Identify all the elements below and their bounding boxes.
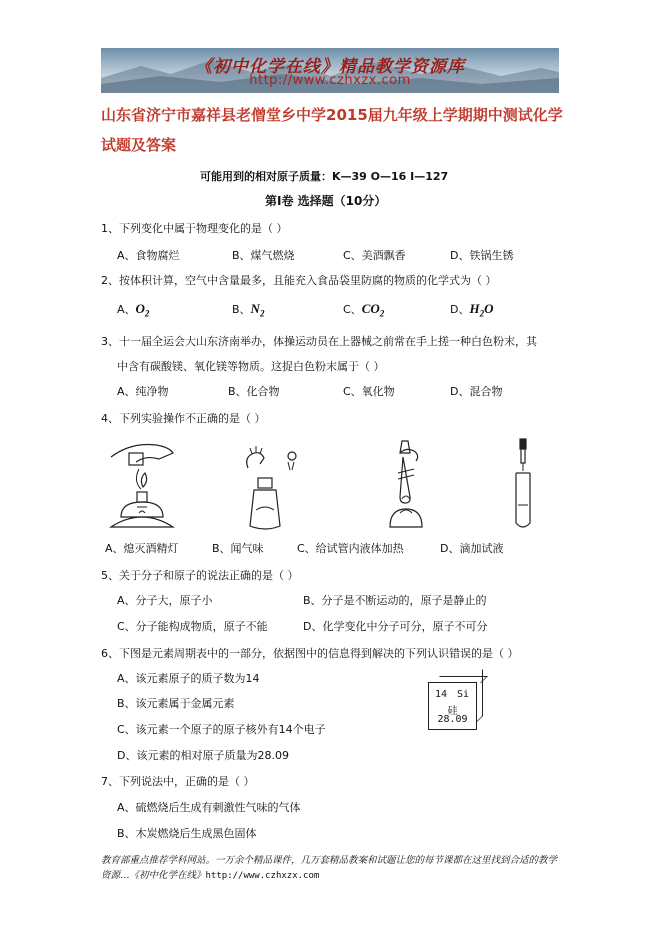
q2-a-symbol: O <box>135 301 145 316</box>
q7-option-a: A、硫燃烧后生成有刺激性气味的气体 <box>117 801 301 814</box>
q5-option-c: C、分子能构成物质，原子不能 <box>117 620 268 633</box>
q2-option-a-formula <box>135 301 150 319</box>
element-name: 硅 <box>447 706 458 717</box>
q3-option-c: C、氧化物 <box>343 385 395 398</box>
q1-option-b: B、煤气燃烧 <box>232 249 295 262</box>
footer-url[interactable]: http://www.czhxzx.com <box>205 871 320 881</box>
heat-test-tube-figure <box>380 437 440 532</box>
q6-option-d: D、该元素的相对原子质量为28.09 <box>117 749 289 762</box>
question-6-stem: 6、下图是元素周期表中的一部分，依据图中的信息得到解决的下列认识错误的是（ ） <box>101 647 519 660</box>
element-atomic-number: 14 <box>435 689 448 700</box>
q3-option-d: D、混合物 <box>450 385 503 398</box>
banner-url[interactable]: http://www.czhxzx.com <box>249 73 411 88</box>
question-7-stem: 7、下列说法中，正确的是（ ） <box>101 775 255 788</box>
periodic-element-card <box>428 682 477 730</box>
q2-a-subscript: 2 <box>144 308 150 319</box>
q2-b-symbol: N <box>250 301 260 316</box>
question-2-stem: 2、按体积计算，空气中含量最多，且能充入食品袋里防腐的物质的化学式为（ ） <box>101 274 497 287</box>
q3-option-a: A、纯净物 <box>117 385 169 398</box>
q2-d-symbol-2: O <box>484 301 494 316</box>
q2-c-symbol: CO <box>361 301 380 316</box>
q4-option-c: C、给试管内液体加热 <box>297 542 404 555</box>
q2-option-c-label: C、 <box>343 303 362 316</box>
q4-option-a: A、熄灭酒精灯 <box>105 542 179 555</box>
q2-option-b-label: B、 <box>232 303 251 316</box>
q1-option-c: C、美酒飘香 <box>343 249 406 262</box>
q3-option-b: B、化合物 <box>228 385 280 398</box>
q2-option-c-formula <box>361 301 385 319</box>
q2-option-d-formula <box>469 301 494 319</box>
q1-option-a: A、食物腐烂 <box>117 249 180 262</box>
footer-text: 教育部重点推荐学科网站。一万余个精品课件，几万套精品教案和试题让您的每节课都在这里找到合适的教学资源…《初中化学在线》 <box>101 855 558 881</box>
page-footer <box>101 853 565 884</box>
question-3-stem-line1: 3、十一届全运会大山东济南举办，体操运动员在上器械之前常在手上搓一种白色粉末，其 <box>101 335 537 348</box>
q2-option-c <box>343 301 384 319</box>
dropper-test-tube-figure <box>505 437 541 532</box>
section-title: 第Ⅰ卷 选择题（10分） <box>265 194 387 208</box>
q6-option-b: B、该元素属于金属元素 <box>117 697 235 710</box>
question-1-stem: 1、下列变化中属于物理变化的是（ ） <box>101 222 288 235</box>
element-symbol: Si <box>457 689 470 700</box>
q2-option-d-label: D、 <box>450 303 470 316</box>
alcohol-lamp-extinguish-figure <box>101 437 191 532</box>
q7-option-b: B、木炭燃烧后生成黑色固体 <box>117 827 257 840</box>
q4-option-d: D、滴加试液 <box>440 542 504 555</box>
q6-option-a: A、该元素原子的质子数为14 <box>117 672 260 685</box>
q2-c-subscript: 2 <box>379 308 385 319</box>
q6-option-c: C、该元素一个原子的原子核外有14个电子 <box>117 723 326 736</box>
q5-option-d: D、化学变化中分子可分，原子不可分 <box>303 620 488 633</box>
q5-option-b: B、分子是不断运动的，原子是静止的 <box>303 594 487 607</box>
question-4-stem: 4、下列实验操作不正确的是（ ） <box>101 412 266 425</box>
smell-gas-figure <box>230 440 305 535</box>
header-banner <box>101 48 559 93</box>
element-atomic-mass: 28.09 <box>437 714 468 725</box>
question-5-stem: 5、关于分子和原子的说法正确的是（ ） <box>101 569 299 582</box>
q1-option-d: D、铁锅生锈 <box>450 249 514 262</box>
q5-option-a: A、分子大，原子小 <box>117 594 213 607</box>
q2-option-b-formula <box>250 301 265 319</box>
banner-title: 《初中化学在线》精品教学资源库 <box>195 57 465 77</box>
q2-d-symbol-1: H <box>469 301 480 316</box>
q2-b-subscript: 2 <box>259 308 265 319</box>
q2-option-d <box>450 301 494 319</box>
q4-option-b: B、闻气味 <box>212 542 264 555</box>
document-title: 山东省济宁市嘉祥县老僧堂乡中学2015届九年级上学期期中测试化学试题及答案 <box>101 106 563 154</box>
atomic-masses: 可能用到的相对原子质量：K—39 O—16 I—127 <box>200 170 449 183</box>
q2-option-a-label: A、 <box>117 303 136 316</box>
q2-option-b <box>232 301 264 319</box>
q2-option-a <box>117 301 149 319</box>
question-3-stem-line2: 中含有碳酸镁、氧化镁等物质。这捉白色粉末属于（ ） <box>117 360 385 373</box>
q2-d-subscript: 2 <box>479 308 485 319</box>
